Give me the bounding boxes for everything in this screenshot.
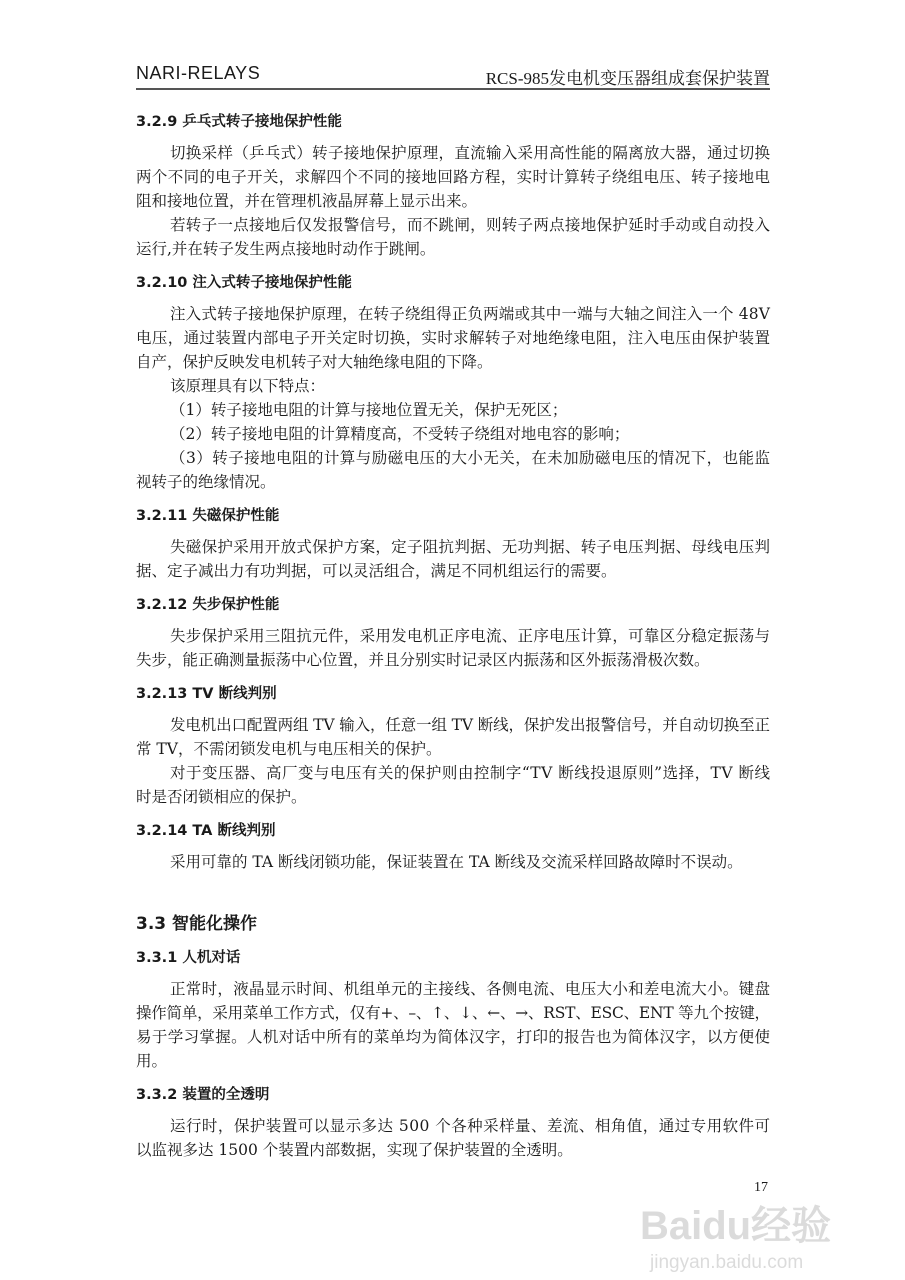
paragraph-line: 运行时，保护装置可以显示多达 500 个各种采样量、差流、相角值，通过专用软件可 (170, 1117, 771, 1135)
paragraph-line: 若转子一点接地后仅发报警信号，而不跳闸，则转子两点接地保护延时手动或自动投入 (170, 216, 771, 234)
paragraph-line: 对于变压器、高厂变与电压有关的保护则由控制字“TV 断线投退原则”选择，TV 断线 (170, 764, 771, 782)
section-heading: 3.2.12 失步保护性能 (136, 597, 280, 613)
paragraph-line: 两个不同的电子开关，求解四个不同的接地回路方程，实时计算转子绕组电压、转子接地电 (136, 168, 771, 186)
section-heading: 3.2.11 失磁保护性能 (136, 508, 280, 524)
paragraph-line: 以监视多达 1500 个装置内部数据，实现了保护装置的全透明。 (136, 1141, 573, 1159)
paragraph-line: 阻和接地位置，并在管理机液晶屏幕上显示出来。 (136, 192, 478, 210)
paragraph-line: 用。 (136, 1052, 168, 1070)
paragraph-line: 采用可靠的 TA 断线闭锁功能，保证装置在 TA 断线及交流采样回路故障时不误动。 (170, 853, 743, 871)
paragraph-line: 常 TV，不需闭锁发电机与电压相关的保护。 (136, 740, 442, 758)
paragraph-line: （1）转子接地电阻的计算与接地位置无关，保护无死区； (170, 401, 568, 419)
paragraph-line: 时是否闭锁相应的保护。 (136, 788, 307, 806)
paragraph-line: 自产，保护反映发电机转子对大轴绝缘电阻的下降。 (136, 353, 493, 371)
section-heading: 3.3 智能化操作 (136, 914, 258, 934)
section-heading: 3.2.14 TA 断线判别 (136, 823, 276, 839)
paragraph-line: 该原理具有以下特点： (170, 377, 326, 395)
paragraph-line: 运行,并在转子发生两点接地时动作于跳闸。 (136, 240, 436, 258)
watermark-logo: Baidu经验 (640, 1204, 832, 1248)
header-left-brand: NARI-RELAYS (136, 63, 261, 83)
paragraph-line: （3）转子接地电阻的计算与励磁电压的大小无关，在未加励磁电压的情况下，也能监 (170, 449, 771, 467)
paragraph-line: 失磁保护采用开放式保护方案，定子阻抗判据、无功判据、转子电压判据、母线电压判 (170, 538, 771, 556)
section-heading: 3.2.9 乒乓式转子接地保护性能 (136, 114, 342, 130)
paragraph-line: 失步，能正确测量振荡中心位置，并且分别实时记录区内振荡和区外振荡滑极次数。 (136, 651, 710, 669)
paragraph-line: 视转子的绝缘情况。 (136, 473, 276, 491)
section-heading: 3.2.10 注入式转子接地保护性能 (136, 275, 352, 291)
paragraph-line: 发电机出口配置两组 TV 输入，任意一组 TV 断线，保护发出报警信号，并自动切换至正 (170, 716, 770, 734)
watermark-url: jingyan.baidu.com (650, 1252, 804, 1273)
section-heading: 3.3.1 人机对话 (136, 950, 241, 966)
section-heading: 3.2.13 TV 断线判别 (136, 686, 277, 702)
paragraph-line: 失步保护采用三阻抗元件，采用发电机正序电流、正序电压计算，可靠区分稳定振荡与 (170, 627, 771, 645)
baidu-watermark (640, 1204, 900, 1280)
page-number: 17 (754, 1180, 768, 1195)
header-right-title: RCS-985发电机变压器组成套保护装置 (485, 69, 770, 88)
paragraph-line: 正常时，液晶显示时间、机组单元的主接线、各侧电流、电压大小和差电流大小。键盘 (170, 980, 771, 998)
paragraph-line: 操作简单，采用菜单工作方式，仅有+、–、↑、↓、←、→、RST、ESC、ENT 等九个按键， (136, 1004, 770, 1022)
paragraph-line: 据、定子减出力有功判据，可以灵活组合，满足不同机组运行的需要。 (136, 562, 617, 580)
paragraph-line: 切换采样（乒乓式）转子接地保护原理，直流输入采用高性能的隔离放大器，通过切换 (170, 144, 771, 162)
header-rule (136, 88, 770, 90)
paragraph-line: 电压，通过装置内部电子开关定时切换，实时求解转子对地绝缘电阻，注入电压由保护装置 (136, 329, 771, 347)
section-heading: 3.3.2 装置的全透明 (136, 1087, 270, 1103)
paragraph-line: 注入式转子接地保护原理，在转子绕组得正负两端或其中一端与大轴之间注入一个 48V (170, 305, 771, 323)
paragraph-line: 易于学习掌握。人机对话中所有的菜单均为简体汉字，打印的报告也为简体汉字，以方便使 (136, 1028, 771, 1046)
paragraph-line: （2）转子接地电阻的计算精度高，不受转子绕组对地电容的影响； (170, 425, 630, 443)
